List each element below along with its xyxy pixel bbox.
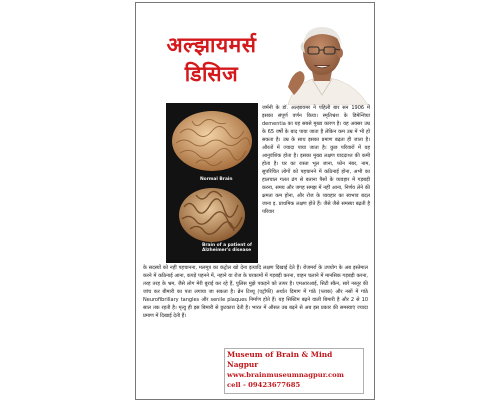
- museum-phone: cell - 09423677685: [227, 381, 301, 389]
- doctor-portrait: [282, 15, 372, 105]
- museum-website: www.brainmuseumnagpur.com: [227, 371, 344, 379]
- museum-name: Museum of Brain & Mind Nagpur: [227, 350, 333, 369]
- article-title: [144, 31, 279, 89]
- article-full-width-text: के सदस्यों को नहीं पहचानना, मलमूत्र का कंट्रोल खो देना इत्यादि लक्षण दिखाई देते हैं। रोजमर्रा के उपयोग के अब इस्तेमाल करने में कठिनाई आना, कपड़े पहनने में, नहाने या रोज के घरकामों में गड़बड़ी करना, वाहन चलाने में मानसिक गड़बड़ी करना, तरह तरह के भ्रम, जैसे लोग मेरी बुराई कर रहे हैं, पुलिस मुझे पकड़ने को तत्पर है। एमआरआई, सिटी स्कैन, सारे नस्तूर की जांच कर बीमारी का पता लगाया जा सकता है। ब्रेन टिश्यू (एट्रॉफी) अर्थात दिमाग में गांठे (प्लाक) और नसों में गांठे Neurofibrillary tangles और senile plaques निर्माण होते हैं। यह सिस्टिम बढ़ने वाली बिमारी है और 2 से 10 साल तक रहती है। मृत्यु ही इस बिमारी से छुटकारा देती है। भारत में औसत उम्र बढ़ने से अब इस प्रकार की समस्याएं ज्यादा प्रमाण में दिखाई देती हैं।: [143, 265, 368, 319]
- museum-contact-box: [224, 348, 364, 394]
- article-column-text: जर्मनी के डॉ. अल्झायमर ने पहिली बार सन 1906 में इसका संपूर्ण वर्णन किया। स्मृतिभ्रंश के डिमेन्शिया dementia का यह सबसे मुख्य कारण है। यह अक्सर उम्र के 65 वर्षों के बाद पाया जाता है लेकिन कम उम्र में भी हो सकता है। उम्र के साथ इसका प्रमाण बढ़ता ही जाता है। औरतों में ज्यादा पाया जाता है। कुछ परिवारों में यह आनुवंशिक होता है। इसका मुख्य लक्षण याददाश्त की कमी होता है। घर का रास्ता भूल जाना, फोन नंबर, नाम, सुपरिचित लोगों को पहचानने में कठिनाई होना, अभी का हालचाल गलत ढंग से बताना पैसों के व्यवहार में गड़बड़ी करना, समय और जगह समझ में नहीं आना, निर्णय लेने की क्षमता कम होना, और रोज के व्यवहार का स्वभाव बदल जाना इ. प्राथमिक लक्षण होते हैं। जैसे जैसे समस्या बढ़ती है परिवार: [262, 105, 370, 215]
- caption-alzheimer-brain: Brain of a patient of Alzheimer's disease: [202, 243, 252, 253]
- title-line-1: अल्झायमर्स: [166, 33, 257, 57]
- article-page: [135, 2, 375, 400]
- brain-comparison-photo: [166, 103, 258, 263]
- caption-normal-brain: Normal Brain: [200, 177, 233, 182]
- brain-illustration: [166, 103, 258, 263]
- title-line-2: डिसिज: [184, 62, 239, 86]
